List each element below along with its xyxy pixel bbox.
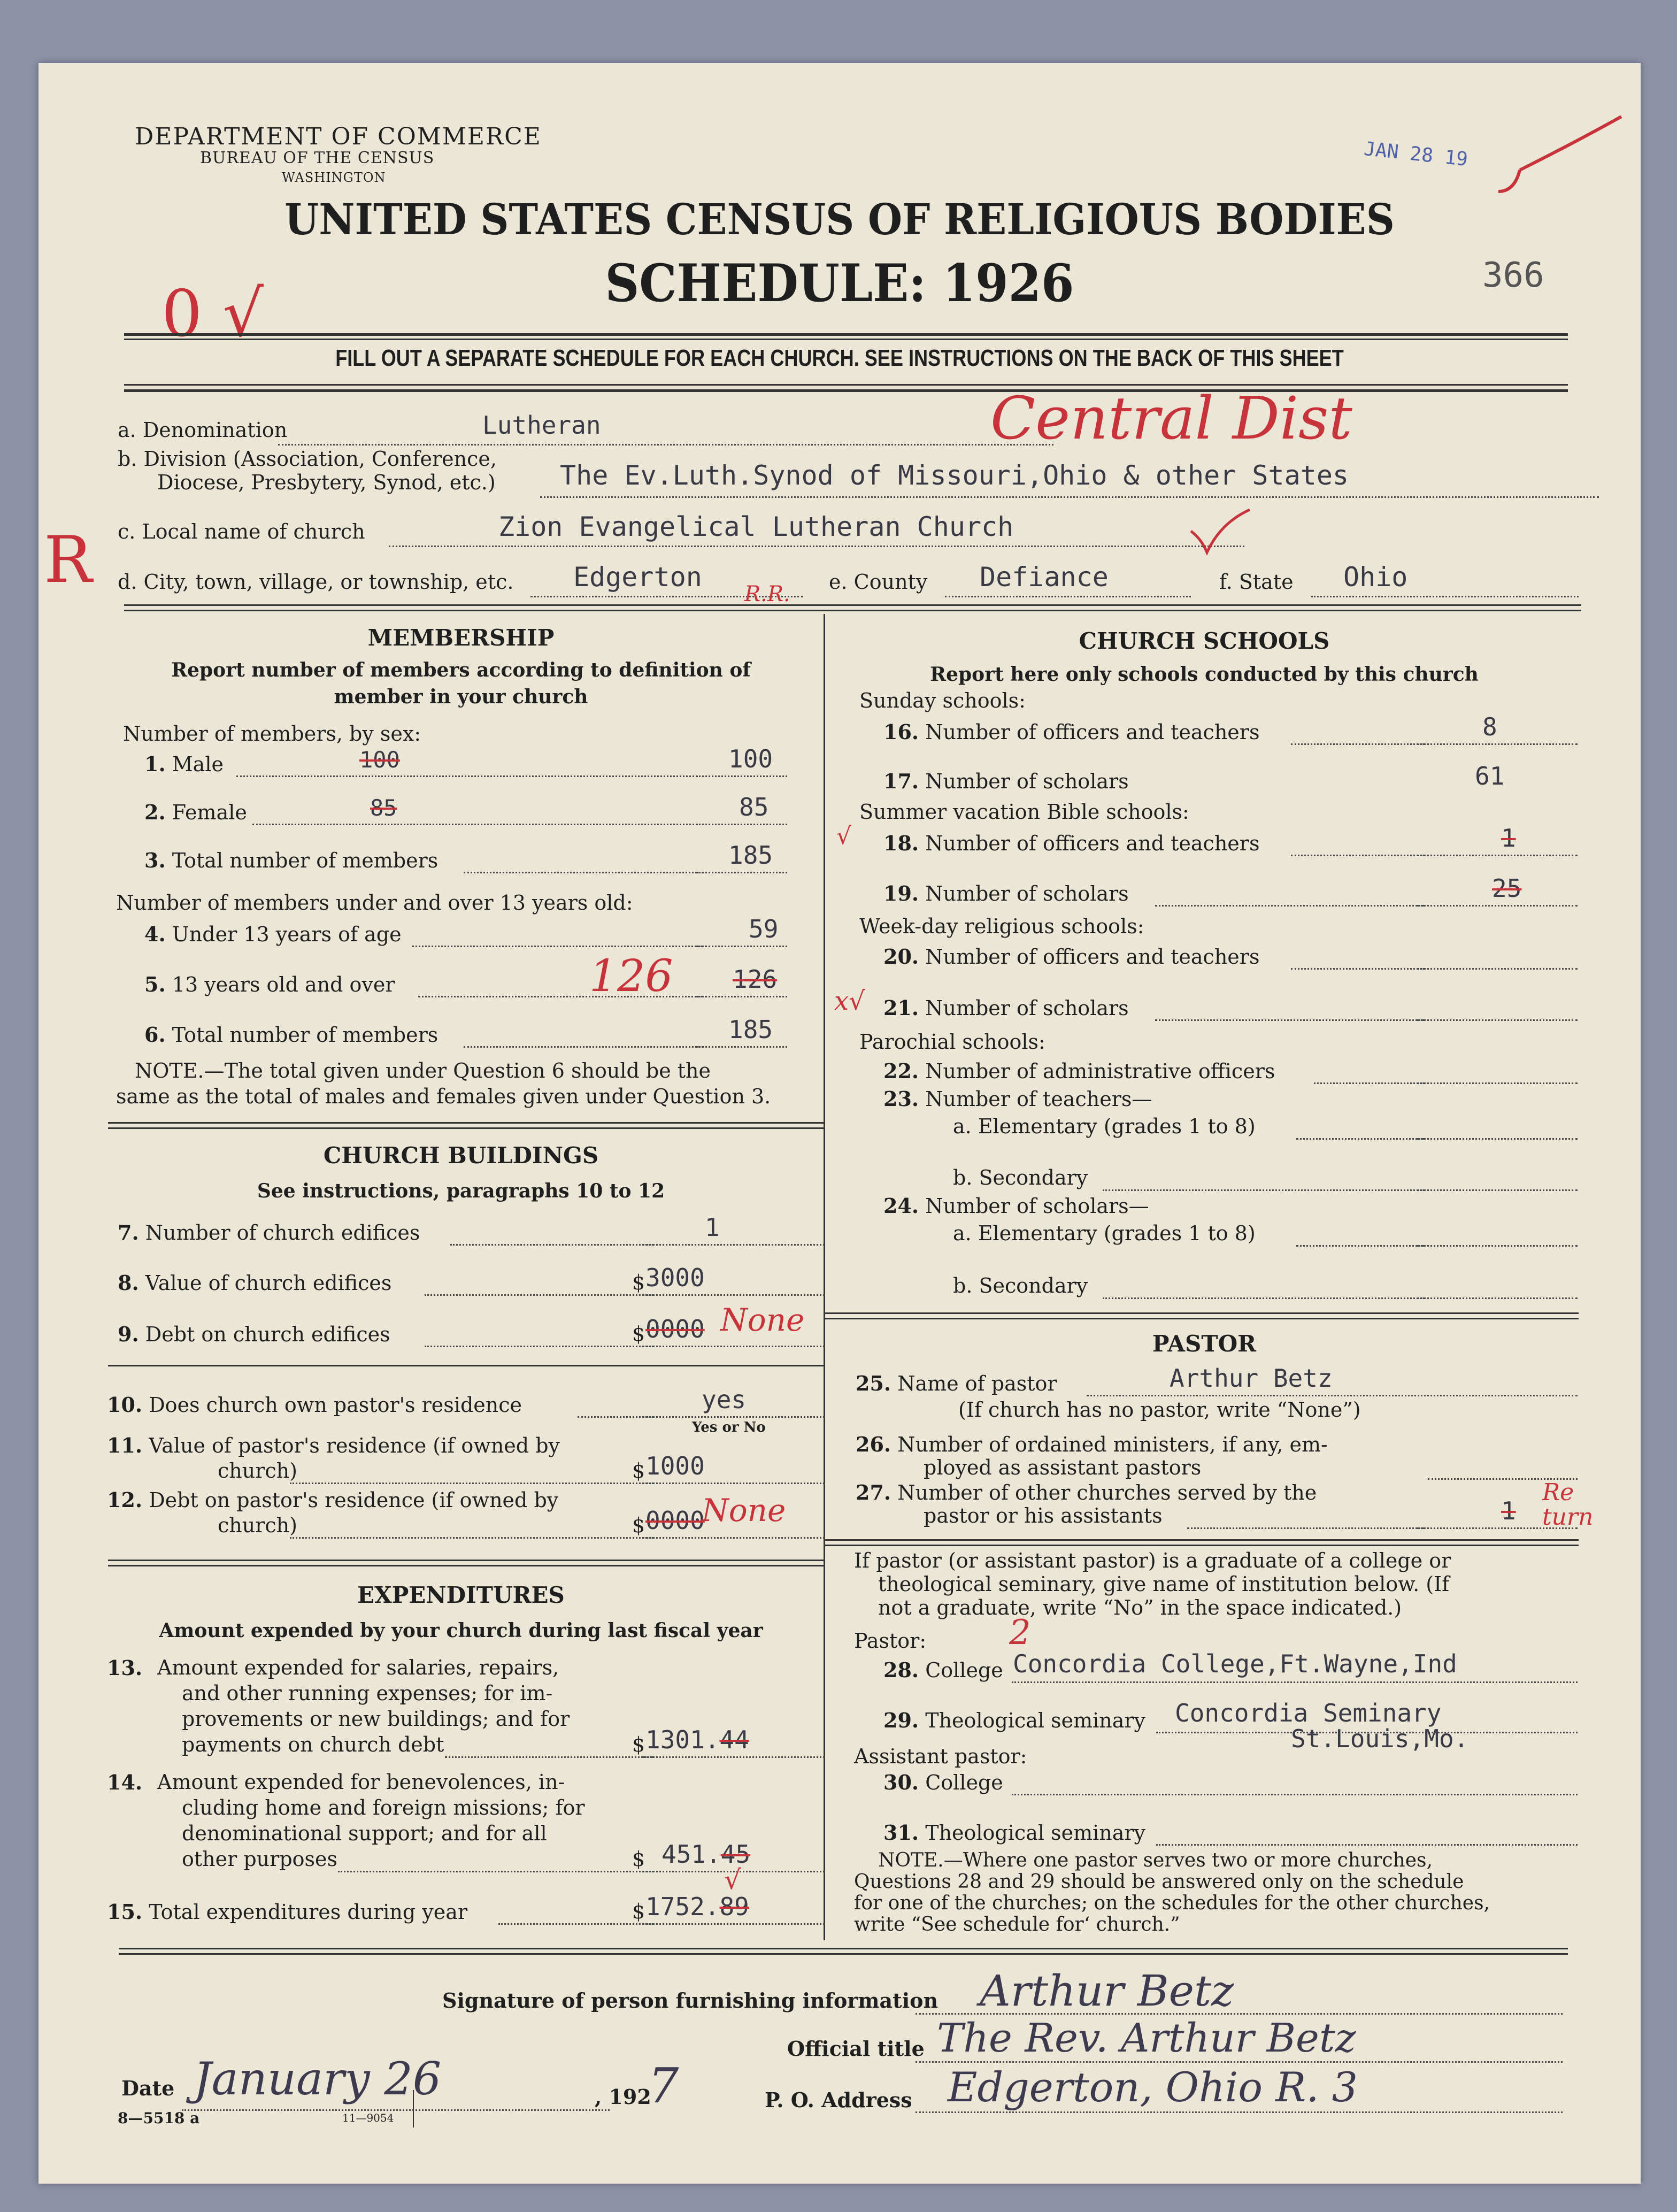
residence-value-label-1: Value of pastor's residence (if owned by <box>149 1434 560 1457</box>
census-schedule-sheet: DEPARTMENT OF COMMERCE BUREAU OF THE CENSUS WASHINGTON JAN 28 19 UNITED STATES CENSUS OF RELIGIOUS BODIES SCHEDULE: 1926 366 0 √ FILL OUT A SEPARATE SCHEDULE FOR EACH CHURCH. SEE INSTRUCTIONS ON THE BACK OF THIS SHEET a. Denomination Lutheran Central Dist b. Division (Association, Conference, Diocese, Presbytery, Synod, etc.) The Ev.Luth.Synod of Missouri,Ohio & other States c. Local name of church Zion Evangelical Lutheran Church R d. City, town, village, or township, etc. Edgerton R.R. e. County Defiance f. State Ohio MEMBERSHIP Report number of members according to definition of member in your church Number of members, by sex: 1. Male 100 100 2. Female 85 85 3. Total number of members 185 Number of members under and over 13 years old: 4. Under 13 years of age 59 5. 13 years old and over 126 126 6. Total number of members 185 NOTE.—The total given under Question 6 should be the same as the total of males and females given under Question 3. CHURCH BUILDINGS See instructions, paragraphs 10 to 12 7. Number of church edifices 1 8. Value of church edifices $ 3000 9. Debt on church edifices $ 0000 None 10. Does church own pastor's residence yes Yes or No 11. Value of pastor's residence (if owned by church) $ 1000 12. Debt on pastor's residence (if owned by church) $ 0000 None EXPENDITURES Amount expended by your church during last fiscal year 13. Amount expended for salaries, repairs, and other running expenses; for im- provements or new buildings; and for payments on church debt $ 1301.44 14. Amount expended for benevolences, in- cluding home and foreign missions; for denominational support; and for all other purposes $ 451.45 15. Total expenditures during year $ 1752.89 √ CHURCH SCHOOLS Report here only schools conducted by this church Sunday schools: 16. Number of officers and teachers 8 17. Number of scholars 61 Summer vacation Bible schools: √ 18. Number of officers and teachers 1 19. Number of scholars 25 Week-day religious schools: 20. Number of officers and teachers x√ 21. Number of scholars Parochial schools: 22. Number of administrative officers 23. Number of teachers— a. Elementary (grades 1 to 8) b. Secondary 24. Number of scholars— a. Elementary (grades 1 to 8) b. Secondary PASTOR 25. Name of pastor Arthur Betz (If church has no pastor, write “None”) 26. Number of ordained ministers, if any, em- ployed as assistant pastors 27. Number of other churches served by the pastor or his assistants 1 Re turn If pastor (or assistant pastor) is a graduate of a college or theological seminary, give name of institution below. (If not a graduate, write “No” in the space indicated.) Pastor: 2 28. College Concordia College,Ft.Wayne,Ind 29. Theological seminary Concordia Seminary St.Louis,Mo. Assistant pastor: 30. College 31. Theological seminary NOTE.—Where one pastor serves two or more churches, Questions 28 and 29 should be answered only on the schedule for one of the churches; on the schedules for the other churches, write “See schedule for‘ church.” Signature of person furnishing information Arthur Betz Official title The Rev. Arthur Betz Date January 26 , 192 7 8—5518 a 11—9054 P. O. Address Edgerton, Ohio R. 3 <box>39 63 1641 2184</box>
fill-line <box>1187 1527 1425 1529</box>
q14-cents: 45 <box>720 1840 751 1869</box>
schools-sub: Report here only schools conducted by this church <box>930 663 1479 686</box>
rule <box>825 1312 1579 1314</box>
rule <box>124 610 1581 611</box>
fill-line <box>252 824 707 825</box>
fill-line <box>643 1756 825 1758</box>
edifice-debt-value: 0000 <box>645 1315 705 1343</box>
weekday-schools-label: Week-day religious schools: <box>859 915 1144 938</box>
q27-return-note: Re turn <box>1542 1479 1594 1531</box>
dollar-sign: $ <box>632 1322 645 1346</box>
buildings-sub: See instructions, paragraphs 10 to 12 <box>257 1180 665 1202</box>
q28-label: College <box>925 1658 1003 1682</box>
fill-line <box>1296 1245 1425 1247</box>
rule <box>825 1539 1579 1541</box>
date-label: Date <box>121 2076 175 2100</box>
fill-line <box>1417 1297 1578 1299</box>
pastor-note-2: Questions 28 and 29 should be answered only on the schedule <box>854 1871 1464 1893</box>
total-members-2-value: 185 <box>728 1015 773 1044</box>
fill-line <box>696 824 787 825</box>
fill-line <box>236 775 707 777</box>
q14-line-1: Amount expended for benevolences, in- <box>157 1770 565 1794</box>
q17-label: Number of scholars <box>925 770 1129 793</box>
fill-line <box>696 946 787 947</box>
fill-line <box>1012 1794 1578 1795</box>
expenditures-sub: Amount expended by your church during last fiscal year <box>159 1619 763 1642</box>
q27-value: 1 <box>1501 1496 1516 1525</box>
pastor-heading: PASTOR <box>1152 1331 1257 1357</box>
po-address-label: P. O. Address <box>765 2088 912 2112</box>
q19-label: Number of scholars <box>925 882 1129 905</box>
q23-label: Number of teachers— <box>925 1087 1152 1111</box>
membership-note-1: NOTE.—The total given under Question 6 should be the <box>135 1059 711 1082</box>
rule <box>825 1318 1579 1319</box>
residence-debt-label-1: Debt on pastor's residence (if owned by <box>149 1488 559 1512</box>
year-digit: 7 <box>648 2058 679 2114</box>
city-label: d. City, town, village, or township, etc. <box>118 570 514 594</box>
rule <box>119 1948 1568 1949</box>
instruction-banner: FILL OUT A SEPARATE SCHEDULE FOR EACH CHURCH. SEE INSTRUCTIONS ON THE BACK OF THIS SHEET <box>335 345 1344 371</box>
denomination-value: Lutheran <box>482 411 601 440</box>
signature-label: Signature of person furnishing information <box>442 1988 938 2013</box>
edifice-debt-label: Debt on church edifices <box>145 1323 390 1346</box>
female-value: 85 <box>739 793 769 821</box>
q14-value: 451. <box>661 1840 721 1869</box>
q20-label: Number of officers and teachers <box>925 945 1260 969</box>
q24b-label: b. Secondary <box>953 1274 1088 1297</box>
fill-line <box>1417 1189 1578 1191</box>
over-13-correction: 126 <box>589 951 673 1002</box>
q13-line-4: payments on church debt <box>182 1733 444 1756</box>
q22-label: Number of administrative officers <box>925 1059 1275 1083</box>
q13-value: 1301. <box>645 1725 720 1754</box>
total-members-label: Total number of members <box>172 849 439 872</box>
pastor-note-3: for one of the churches; on the schedules for the other churches, <box>854 1892 1490 1914</box>
fill-line <box>696 775 787 777</box>
fill-line <box>1314 1082 1425 1084</box>
rule <box>119 1953 1568 1955</box>
male-label: Male <box>172 752 224 776</box>
state-label: f. State <box>1219 570 1294 594</box>
q21-label: Number of scholars <box>925 996 1129 1020</box>
church-name-value: Zion Evangelical Lutheran Church <box>498 511 1014 542</box>
graduate-note-3: not a graduate, write “No” in the space indicated.) <box>878 1596 1402 1619</box>
under-13-value: 59 <box>749 915 779 943</box>
fill-line <box>445 1756 653 1758</box>
edifices-value: 1 <box>705 1213 720 1242</box>
dollar-sign: $ <box>632 1733 645 1756</box>
rule <box>108 1127 824 1129</box>
membership-heading: MEMBERSHIP <box>367 625 555 651</box>
city-line: WASHINGTON <box>282 170 386 185</box>
sunday-schools-label: Sunday schools: <box>859 689 1026 712</box>
fill-line <box>643 1244 825 1246</box>
dollar-sign: $ <box>632 1847 645 1871</box>
fill-line <box>643 1416 825 1418</box>
schools-heading: CHURCH SCHOOLS <box>1079 628 1330 654</box>
q23a-label: a. Elementary (grades 1 to 8) <box>953 1115 1256 1138</box>
received-date-stamp: JAN 28 19 <box>1363 137 1469 171</box>
q16-label: Number of officers and teachers <box>925 720 1260 744</box>
fill-line <box>1417 855 1578 856</box>
fill-line <box>1311 596 1579 597</box>
form-number: 8—5518 a <box>118 2109 200 2127</box>
rule <box>124 333 1568 336</box>
q13-line-2: and other running expenses; for im- <box>182 1681 553 1705</box>
red-check-mark: √ <box>724 1864 741 1895</box>
fill-line <box>464 1046 707 1048</box>
q29-label: Theological seminary <box>925 1709 1146 1732</box>
q13-line-3: provements or new buildings; and for <box>182 1707 570 1731</box>
fill-line <box>290 1483 653 1484</box>
fill-line <box>1012 1681 1578 1683</box>
fill-line <box>916 2111 1563 2113</box>
fill-line <box>1103 1189 1425 1191</box>
division-label-line2: Diocese, Presbytery, Synod, etc.) <box>157 471 496 494</box>
fill-line <box>643 1537 825 1539</box>
residence-debt-note: None <box>702 1492 786 1529</box>
edifice-debt-note: None <box>720 1302 805 1338</box>
pastor-subheading: Pastor: <box>854 1629 927 1653</box>
fill-line <box>450 1244 653 1246</box>
fill-line <box>1155 1019 1425 1021</box>
over-13-value: 126 <box>733 965 778 994</box>
city-value: Edgerton <box>573 562 702 593</box>
graduate-note-2: theological seminary, give name of institution below. (If <box>878 1572 1450 1596</box>
fill-line <box>1156 1844 1578 1846</box>
q26-label-1: Number of ordained ministers, if any, em- <box>897 1433 1328 1456</box>
dollar-sign: $ <box>632 1900 645 1923</box>
dollar-sign: $ <box>632 1459 645 1483</box>
fill-line <box>578 1416 653 1418</box>
date-value: January 26 <box>194 2053 442 2105</box>
parochial-schools-label: Parochial schools: <box>859 1030 1045 1054</box>
fill-line <box>696 1046 787 1048</box>
pastor-note-1: NOTE.—Where one pastor serves two or more churches, <box>878 1849 1433 1871</box>
fill-line <box>498 1923 653 1925</box>
pastor-name-label: Name of pastor <box>897 1372 1057 1395</box>
fill-line <box>696 872 787 873</box>
fill-line <box>1296 1138 1425 1140</box>
residence-debt-value: 0000 <box>645 1506 705 1535</box>
fill-line <box>1087 1395 1578 1396</box>
official-title-label: Official title <box>787 2037 925 2061</box>
fill-line <box>916 2061 1563 2063</box>
residence-debt-label-2: church) <box>218 1514 297 1537</box>
po-address-value: Edgerton, Ohio R. 3 <box>948 2063 1358 2111</box>
form-title: UNITED STATES CENSUS OF RELIGIOUS BODIES <box>284 194 1395 244</box>
residence-value: 1000 <box>645 1451 705 1480</box>
q28-value: Concordia College,Ft.Wayne,Ind <box>1013 1649 1457 1678</box>
total-expenditures-cents: 89 <box>719 1892 749 1921</box>
dollar-sign: $ <box>632 1514 645 1537</box>
own-residence-label: Does church own pastor's residence <box>149 1393 522 1417</box>
fill-line <box>1417 1019 1578 1021</box>
q14-line-3: denominational support; and for all <box>182 1822 547 1845</box>
q19-value: 25 <box>1492 874 1522 903</box>
pastor-name-value: Arthur Betz <box>1170 1364 1333 1393</box>
edifice-value: 3000 <box>645 1263 705 1292</box>
divider <box>413 2090 414 2127</box>
serial-number: 366 <box>1482 256 1544 295</box>
fill-line <box>643 1294 825 1296</box>
q14-line-2: cluding home and foreign missions; for <box>182 1796 585 1819</box>
rule <box>825 1545 1579 1546</box>
fill-line <box>1103 1297 1425 1299</box>
year-prefix: , 192 <box>595 2085 651 2109</box>
membership-sub-2: member in your church <box>334 686 588 708</box>
rural-route-note: R.R. <box>744 582 790 606</box>
fill-line <box>1291 743 1425 745</box>
pastor-red-mark: 2 <box>1009 1613 1031 1653</box>
q13-cents: 44 <box>719 1725 749 1754</box>
red-check-mark-icon <box>1188 507 1252 557</box>
edifice-value-label: Value of church edifices <box>145 1271 392 1295</box>
red-check-mark: √ <box>836 823 852 850</box>
dollar-sign: $ <box>632 1271 645 1294</box>
q18-label: Number of officers and teachers <box>925 832 1260 855</box>
total-expenditures-value: 1752. <box>645 1892 720 1921</box>
q29-value-2: St.Louis,Mo. <box>1291 1724 1469 1753</box>
red-mark-zero-check: 0 √ <box>161 277 264 351</box>
state-value: Ohio <box>1343 562 1408 593</box>
signature-value: Arthur Betz <box>980 1966 1234 2016</box>
margin-r-mark: R <box>44 523 93 597</box>
q24a-label: a. Elementary (grades 1 to 8) <box>953 1222 1256 1245</box>
fill-line <box>643 1483 825 1484</box>
total-members-2-label: Total number of members <box>172 1023 439 1047</box>
fill-line <box>540 496 1599 498</box>
fill-line <box>1155 905 1425 907</box>
rule <box>124 604 1581 606</box>
q16-value: 8 <box>1482 712 1497 741</box>
fill-line <box>1417 1245 1578 1247</box>
male-value: 100 <box>728 744 773 773</box>
district-note: Central Dist <box>990 384 1352 452</box>
schedule-title: SCHEDULE: 1926 <box>605 253 1074 313</box>
division-value: The Ev.Luth.Synod of Missouri,Ohio & other States <box>560 460 1349 491</box>
over-13-label: 13 years old and over <box>172 973 395 996</box>
fill-line <box>338 1871 653 1872</box>
fill-line <box>278 444 1053 446</box>
fill-line <box>1417 968 1578 970</box>
print-number: 11—9054 <box>342 2111 394 2124</box>
fill-line <box>412 946 707 947</box>
q23b-label: b. Secondary <box>953 1166 1088 1189</box>
rule <box>108 1365 824 1366</box>
rule <box>108 1565 824 1566</box>
membership-note-2: same as the total of males and females given under Question 3. <box>116 1085 771 1108</box>
q13-line-1: Amount expended for salaries, repairs, <box>157 1656 559 1679</box>
summer-schools-label: Summer vacation Bible schools: <box>859 800 1189 824</box>
q17-value: 61 <box>1475 762 1505 790</box>
fill-line <box>290 1537 653 1539</box>
rule <box>108 1122 824 1124</box>
fill-line <box>182 2109 610 2111</box>
bureau-line: BUREAU OF THE CENSUS <box>200 149 435 167</box>
church-name-label: c. Local name of church <box>118 520 365 543</box>
assistant-pastor-subheading: Assistant pastor: <box>854 1745 1027 1768</box>
department-line: DEPARTMENT OF COMMERCE <box>135 123 542 150</box>
q14-line-4: other purposes <box>182 1847 338 1871</box>
fill-line <box>1417 1138 1578 1140</box>
total-expenditures-label: Total expenditures during year <box>149 1900 468 1924</box>
q30-label: College <box>925 1771 1003 1794</box>
residence-value-label-2: church) <box>218 1459 297 1483</box>
fill-line <box>1417 1082 1578 1084</box>
expenditures-heading: EXPENDITURES <box>357 1582 565 1608</box>
fill-line <box>1291 968 1425 970</box>
column-divider <box>824 614 825 1940</box>
female-label: Female <box>172 801 247 824</box>
q31-label: Theological seminary <box>925 1821 1146 1845</box>
fill-line <box>696 996 787 997</box>
q26-label-2: ployed as assistant pastors <box>924 1456 1202 1479</box>
graduate-note-1: If pastor (or assistant pastor) is a graduate of a college or <box>854 1549 1451 1572</box>
red-x-check-mark: x√ <box>834 986 865 1016</box>
fill-line <box>643 1346 825 1347</box>
fill-line <box>643 1923 825 1925</box>
pastor-note-4: write “See schedule for‘ church.” <box>854 1914 1180 1936</box>
fill-line <box>945 596 1191 597</box>
county-value: Defiance <box>980 562 1109 593</box>
fill-line <box>389 546 1244 547</box>
under-13-label: Under 13 years of age <box>172 923 402 946</box>
fill-line <box>425 1294 653 1296</box>
total-members-value: 185 <box>728 841 773 870</box>
own-residence-value: yes <box>702 1385 747 1414</box>
q24-label: Number of scholars— <box>925 1194 1149 1218</box>
fill-line <box>464 872 707 873</box>
official-title-value: The Rev. Arthur Betz <box>937 2015 1356 2061</box>
yes-no-hint: Yes or No <box>692 1419 766 1435</box>
rule <box>108 1560 824 1561</box>
female-draft-value: 85 <box>370 795 397 821</box>
q27-label-1: Number of other churches served by the <box>897 1481 1317 1504</box>
buildings-heading: CHURCH BUILDINGS <box>323 1142 599 1169</box>
fill-line <box>1291 855 1425 856</box>
rule <box>124 339 1568 340</box>
q18-value: 1 <box>1501 824 1516 852</box>
division-label-line1: b. Division (Association, Conference, <box>118 447 497 471</box>
fill-line <box>1417 743 1578 745</box>
q27-label-2: pastor or his assistants <box>924 1504 1163 1527</box>
age-heading: Number of members under and over 13 years old: <box>116 891 633 915</box>
fill-line <box>1417 905 1578 907</box>
q29-value-1: Concordia Seminary <box>1175 1699 1442 1727</box>
county-label: e. County <box>829 570 928 594</box>
male-draft-value: 100 <box>359 747 400 773</box>
by-sex-label: Number of members, by sex: <box>123 722 421 746</box>
pastor-name-hint: (If church has no pastor, write “None”) <box>958 1398 1361 1422</box>
denomination-label: a. Denomination <box>118 418 288 442</box>
edifices-label: Number of church edifices <box>145 1221 420 1245</box>
membership-sub-1: Report number of members according to definition of <box>171 659 751 681</box>
fill-line <box>425 1346 653 1347</box>
